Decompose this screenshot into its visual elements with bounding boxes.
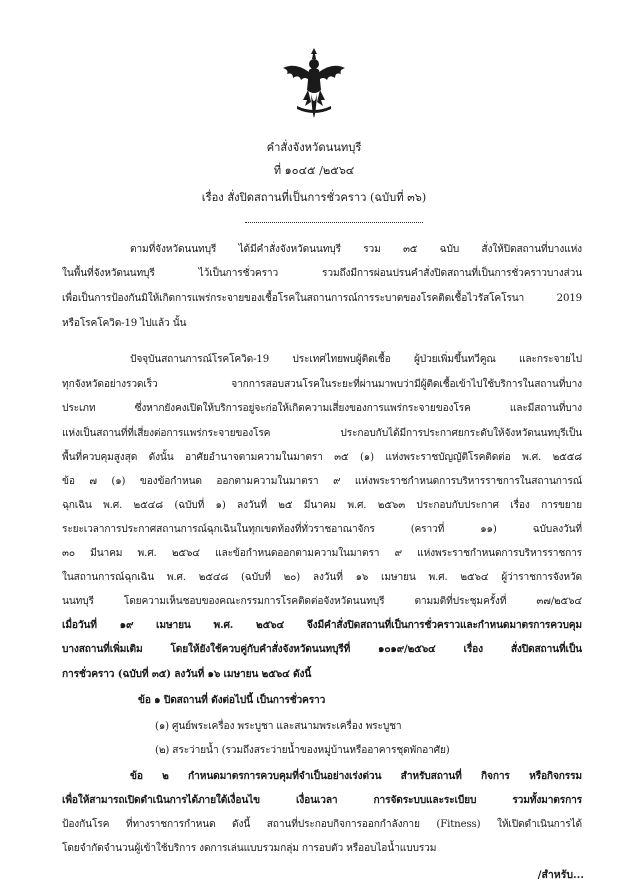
- paragraph-2-line: แห่งเป็นสถานที่ที่เสี่ยงต่อการแพร่กระจายของโรค ประกอบกับได้มีการประกาศยกระดับให้จังหวัดนนทบุรีเป็น: [62, 428, 582, 439]
- paragraph-2-line: ปัจจุบันสถานการณ์โรคโควิด-19 ประเทศไทยพบผู้ติดเชื้อ ผู้ป่วยเพิ่มขึ้นทวีคูณ และกระจายไป: [130, 354, 582, 365]
- paragraph-2-line: ในสถานการณ์ฉุกเฉิน พ.ศ. ๒๕๔๘ (ฉบับที่ ๒๐) ลงวันที่ ๑๖ เมษายน พ.ศ. ๒๕๖๔ ผู้ว่าราชการจังหวัด: [62, 572, 582, 583]
- garuda-emblem-icon: [281, 46, 347, 120]
- item-1-subitem: (๑) ศูนย์พระเครื่อง พระบูชา และสนามพระเครื่อง พระบูชา: [155, 721, 402, 732]
- continued-marker: /สำหรับ...: [537, 869, 584, 881]
- paragraph-2-line: ทุกจังหวัดอย่างรวดเร็ว จากการสอบสวนโรคในระยะที่ผ่านมาพบว่ามีผู้ติดเชื้อเข้าไปใช้บริการในสถานที่บาง: [62, 379, 582, 390]
- paragraph-2-line: ระยะเวลาการประกาศสถานการณ์ฉุกเฉินในทุกเขตท้องที่ทั่วราชอาณาจักร (คราวที่ ๑๑) ฉบับลงวันที่: [62, 524, 582, 535]
- paragraph-2-line: พื้นที่ควบคุมสูงสุด ดังนั้น อาศัยอำนาจตามความในมาตรา ๓๕ (๑) แห่งพระราชบัญญัติโรคติดต่อ พ.ศ. ๒๕๕๘: [62, 452, 582, 463]
- paragraph-2-line: ฉุกเฉิน พ.ศ. ๒๕๔๘ (ฉบับที่ ๑) ลงวันที่ ๒๕ มีนาคม พ.ศ. ๒๕๖๓ ประกอบกับประกาศ เรื่อง การขยาย: [62, 500, 582, 511]
- paragraph-2-line: ๓๐ มีนาคม พ.ศ. ๒๕๖๔ และข้อกำหนดออกตามความในมาตรา ๙ แห่งพระราชกำหนดการบริหารราชการ: [62, 548, 582, 559]
- item-2-line: ข้อ ๒ กำหนดมาตรการควบคุมที่จำเป็นอย่างเร่งด่วน สำหรับสถานที่ กิจการ หรือกิจกรรม: [130, 770, 582, 782]
- document-subject: เรื่อง สั่งปิดสถานที่เป็นการชั่วคราว (ฉบับที่ ๓๖): [201, 191, 427, 204]
- document-number: ที่ ๑๐๔๕ /๒๕๖๔: [273, 164, 355, 177]
- separator-line: [245, 222, 423, 223]
- paragraph-2-line: ข้อ ๗ (๑) ของข้อกำหนด ออกตามความในมาตรา ๙ แห่งพระราชกำหนดการบริหารราชการในสถานการณ์: [62, 476, 582, 487]
- paragraph-1-line: ในพื้นที่จังหวัดนนทบุรี ไว้เป็นการชั่วคราว รวมถึงมีการผ่อนปรนคำสั่งปิดสถานที่เป็นการชั่วคราวบางส่วน: [62, 268, 582, 279]
- paragraph-2-line: ประเภท ซึ่งหากยังคงเปิดให้บริการอยู่จะก่อให้เกิดความเสี่ยงของการแพร่กระจายของโรค และมีสถานที่บาง: [62, 403, 582, 414]
- paragraph-2-line: การชั่วคราว (ฉบับที่ ๓๕) ลงวันที่ ๑๖ เมษายน ๒๕๖๔ ดังนี้: [62, 668, 312, 680]
- item-2-line: เพื่อให้สามารถเปิดดำเนินการได้ภายใต้เงื่อนไข เงื่อนเวลา การจัดระบบและระเบียบ รวมทั้งมาตรการ: [62, 794, 582, 806]
- paragraph-1-line: หรือโรคโควิด-19 ไปแล้ว นั้น: [62, 318, 187, 329]
- paragraph-2-line: นนทบุรี โดยความเห็นชอบของคณะกรรมการโรคติดต่อจังหวัดนนทบุรี ตามมติที่ประชุมครั้งที่ ๓๗/๒๕๖๔: [62, 596, 582, 607]
- item-1-heading: ข้อ ๑ ปิดสถานที่ ดังต่อไปนี้ เป็นการชั่วคราว: [138, 694, 326, 706]
- item-2-line: โดยจำกัดจำนวนผู้เข้าใช้บริการ งดการเล่นแบบรวมกลุ่ม การอบตัว หรืออบไอน้ำแบบรวม: [62, 843, 437, 854]
- paragraph-1-line: ตามที่จังหวัดนนทบุรี ได้มีคำสั่งจังหวัดนนทบุรี รวม ๓๕ ฉบับ สั่งให้ปิดสถานที่บางแห่ง: [130, 244, 582, 255]
- item-2-line: ป้องกันโรค ที่ทางราชการกำหนด ดังนี้ สถานที่ประกอบกิจการออกกำลังกาย (Fitness) ให้เปิดดำเนินการได้: [62, 819, 582, 830]
- paragraph-2-line: บางสถานที่เพิ่มเติม โดยให้ยังใช้ควบคู่กับคำสั่งจังหวัดนนทบุรีที่ ๑๐๑๙/๒๕๖๔ เรื่อง สั่งปิดสถานที่เป็น: [62, 643, 582, 655]
- document-title: คำสั่งจังหวัดนนทบุรี: [266, 141, 362, 154]
- paragraph-2-line: เมื่อวันที่ ๑๙ เมษายน พ.ศ. ๒๕๖๔ จึงมีคำสั่งปิดสถานที่เป็นการชั่วคราวและกำหนดมาตรการควบคุม: [62, 619, 582, 631]
- item-1-subitem: (๒) สระว่ายน้ำ (รวมถึงสระว่ายน้ำของหมู่บ้านหรืออาคารชุดพักอาศัย): [155, 745, 450, 756]
- paragraph-1-line: เพื่อเป็นการป้องกันมิให้เกิดการแพร่กระจายของเชื้อโรคในสถานการณ์การระบาดของโรคติดเชื้อไวรัสโคโรนา 2019: [62, 293, 582, 304]
